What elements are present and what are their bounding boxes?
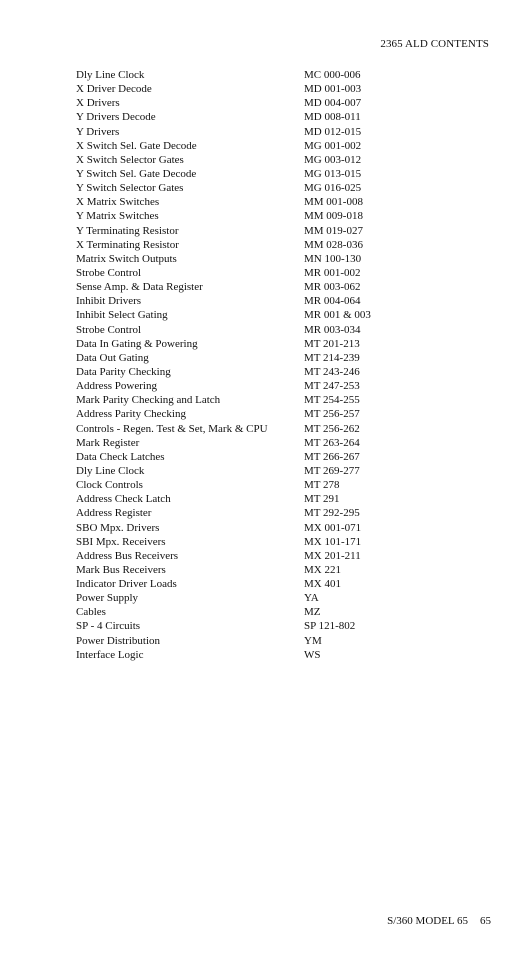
contents-entry xyxy=(76,577,416,591)
contents-entry xyxy=(76,634,416,648)
contents-list xyxy=(76,68,416,662)
footer-model: S/360 MODEL 65 xyxy=(387,915,468,927)
entry-code: MT 247-253 xyxy=(304,380,360,393)
entry-code: MT 214-239 xyxy=(304,351,360,364)
contents-entry xyxy=(76,549,416,563)
contents-entry xyxy=(76,308,416,322)
entry-title: Y Drivers Decode xyxy=(76,111,156,124)
entry-title: Power Distribution xyxy=(76,634,161,647)
entry-code: MT 256-262 xyxy=(304,422,360,435)
entry-code: MD 004-007 xyxy=(304,97,362,110)
page-footer xyxy=(387,915,491,927)
entry-code: MG 013-015 xyxy=(304,167,362,180)
entry-code: MD 008-011 xyxy=(304,111,361,124)
entry-code: MX 201-211 xyxy=(304,549,361,562)
contents-entry xyxy=(76,506,416,520)
contents-entry xyxy=(76,323,416,337)
entry-title: Dly Line Clock xyxy=(76,464,145,477)
entry-title: X Switch Sel. Gate Decode xyxy=(76,139,197,152)
contents-entry xyxy=(76,379,416,393)
entry-title: Data Check Latches xyxy=(76,450,165,463)
entry-title: Data Parity Checking xyxy=(76,365,171,378)
contents-entry xyxy=(76,521,416,535)
entry-title: Sense Amp. & Data Register xyxy=(76,281,203,294)
entry-code: MX 101-171 xyxy=(304,535,362,548)
contents-entry xyxy=(76,619,416,633)
contents-entry xyxy=(76,266,416,280)
entry-code: MG 001-002 xyxy=(304,139,362,152)
entry-title: Y Switch Sel. Gate Decode xyxy=(76,167,197,180)
entry-title: X Driver Decode xyxy=(76,83,152,96)
entry-title: Data In Gating & Powering xyxy=(76,337,198,350)
entry-title: SP - 4 Circuits xyxy=(76,620,141,633)
entry-code: MT 254-255 xyxy=(304,394,360,407)
entry-title: Y Terminating Resistor xyxy=(76,224,179,237)
entry-code: MR 004-064 xyxy=(304,295,361,308)
page-header: 2365 ALD CONTENTS xyxy=(380,38,489,50)
contents-entry xyxy=(76,167,416,181)
contents-entry xyxy=(76,280,416,294)
entry-code: YA xyxy=(304,592,319,605)
entry-title: SBO Mpx. Drivers xyxy=(76,521,160,534)
entry-code: MT 266-267 xyxy=(304,450,360,463)
entry-code: MT 243-246 xyxy=(304,365,360,378)
entry-code: MR 003-062 xyxy=(304,281,361,294)
entry-title: Data Out Gating xyxy=(76,351,149,364)
entry-code: MN 100-130 xyxy=(304,252,362,265)
entry-title: Indicator Driver Loads xyxy=(76,578,177,591)
entry-code: MD 012-015 xyxy=(304,125,362,138)
entry-title: Strobe Control xyxy=(76,323,142,336)
contents-entry xyxy=(76,209,416,223)
entry-code: MX 001-071 xyxy=(304,521,362,534)
contents-entry xyxy=(76,337,416,351)
contents-entry xyxy=(76,181,416,195)
entry-code: MT 263-264 xyxy=(304,436,360,449)
entry-code: MM 028-036 xyxy=(304,238,363,251)
entry-code: YM xyxy=(304,634,322,647)
entry-title: Y Matrix Switches xyxy=(76,210,159,223)
entry-title: Power Supply xyxy=(76,592,139,605)
contents-entry xyxy=(76,605,416,619)
contents-entry xyxy=(76,351,416,365)
contents-entry xyxy=(76,492,416,506)
entry-title: X Terminating Resistor xyxy=(76,238,179,251)
entry-code: MR 001-002 xyxy=(304,266,361,279)
entry-title: Interface Logic xyxy=(76,648,144,661)
entry-title: Inhibit Select Gating xyxy=(76,309,168,322)
entry-code: MG 003-012 xyxy=(304,153,362,166)
contents-entry xyxy=(76,393,416,407)
entry-code: MM 001-008 xyxy=(304,196,363,209)
entry-title: Strobe Control xyxy=(76,266,142,279)
contents-entry xyxy=(76,563,416,577)
contents-entry xyxy=(76,478,416,492)
entry-title: X Matrix Switches xyxy=(76,196,160,209)
entry-code: MX 401 xyxy=(304,578,341,591)
entry-code: MR 003-034 xyxy=(304,323,361,336)
entry-title: Cables xyxy=(76,606,106,619)
entry-code: MM 009-018 xyxy=(304,210,363,223)
entry-code: MG 016-025 xyxy=(304,182,362,195)
entry-code: MD 001-003 xyxy=(304,83,362,96)
contents-entry xyxy=(76,224,416,238)
contents-entry xyxy=(76,591,416,605)
contents-entry xyxy=(76,436,416,450)
entry-code: MM 019-027 xyxy=(304,224,363,237)
entry-title: Controls - Regen. Test & Set, Mark & CPU xyxy=(76,422,268,435)
entry-title: Address Register xyxy=(76,507,152,520)
entry-title: Address Check Latch xyxy=(76,493,171,506)
contents-entry xyxy=(76,535,416,549)
contents-entry xyxy=(76,252,416,266)
contents-entry xyxy=(76,195,416,209)
entry-title: X Drivers xyxy=(76,97,120,110)
contents-entry xyxy=(76,82,416,96)
entry-code: SP 121-802 xyxy=(304,620,356,633)
entry-code: WS xyxy=(304,648,321,661)
entry-code: MC 000-006 xyxy=(304,69,361,81)
contents-entry xyxy=(76,68,416,82)
entry-title: Mark Bus Receivers xyxy=(76,563,166,576)
entry-code: MT 201-213 xyxy=(304,337,360,350)
entry-title: Matrix Switch Outputs xyxy=(76,252,177,265)
entry-title: Y Drivers xyxy=(76,125,120,138)
entry-code: MT 292-295 xyxy=(304,507,360,520)
footer-page-number: 65 xyxy=(480,915,491,927)
contents-entry xyxy=(76,110,416,124)
contents-entry xyxy=(76,407,416,421)
entry-title: Inhibit Drivers xyxy=(76,295,142,308)
entry-title: Address Parity Checking xyxy=(76,408,186,421)
entry-code: MX 221 xyxy=(304,563,341,576)
entry-title: X Switch Selector Gates xyxy=(76,153,184,166)
entry-code: MR 001 & 003 xyxy=(304,309,371,322)
contents-entry xyxy=(76,96,416,110)
contents-entry xyxy=(76,450,416,464)
contents-entry xyxy=(76,153,416,167)
entry-code: MT 278 xyxy=(304,479,340,492)
entry-title: Y Switch Selector Gates xyxy=(76,182,184,195)
entry-code: MT 256-257 xyxy=(304,408,360,421)
entry-code: MZ xyxy=(304,606,321,619)
entry-title: Mark Register xyxy=(76,436,140,449)
contents-entry xyxy=(76,125,416,139)
entry-title: Dly Line Clock xyxy=(76,69,145,81)
contents-entry xyxy=(76,464,416,478)
entry-title: Mark Parity Checking and Latch xyxy=(76,394,221,407)
entry-code: MT 291 xyxy=(304,493,340,506)
contents-entry xyxy=(76,648,416,662)
contents-entry xyxy=(76,365,416,379)
contents-entry xyxy=(76,238,416,252)
contents-entry xyxy=(76,294,416,308)
contents-entry xyxy=(76,139,416,153)
entry-title: Clock Controls xyxy=(76,479,143,492)
entry-title: Address Bus Receivers xyxy=(76,549,179,562)
entry-code: MT 269-277 xyxy=(304,464,360,477)
entry-title: SBI Mpx. Receivers xyxy=(76,535,166,548)
contents-entry xyxy=(76,422,416,436)
entry-title: Address Powering xyxy=(76,380,157,393)
